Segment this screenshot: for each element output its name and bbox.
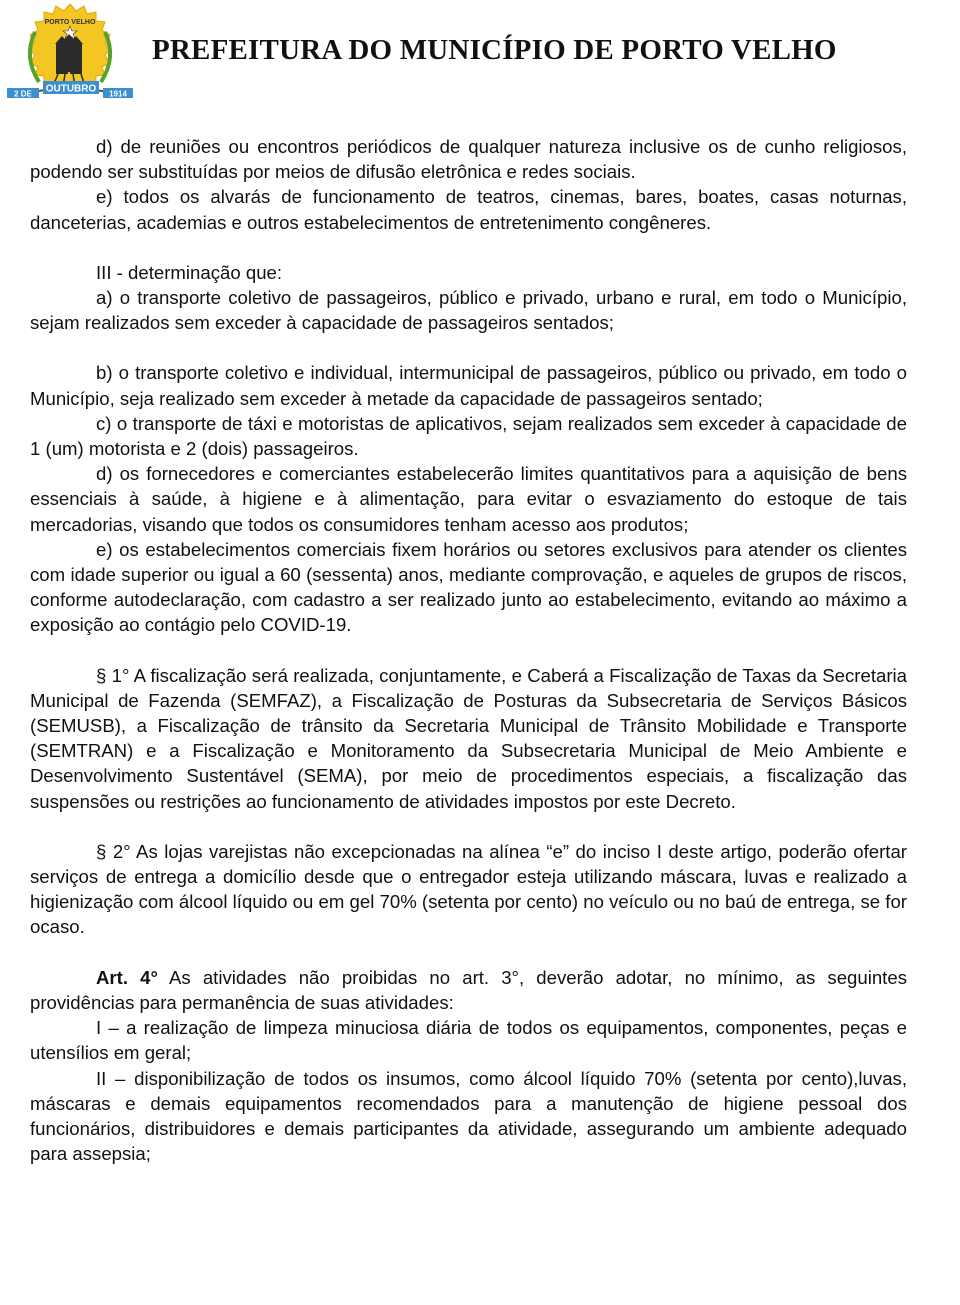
paragraph-item-d-meetings: d) de reuniões ou encontros periódicos de qualquer natureza inclusive os de cunho religiosos, podendo ser substituídas por meios de difusão eletrônica e redes sociais. [30,136,907,183]
article-4-text: As atividades não proibidas no art. 3°, deverão adotar, no mínimo, as seguintes providências para permanência de suas atividades: [30,966,907,1013]
paragraph-item-e-permits: e) todos os alvarás de funcionamento de teatros, cinemas, bares, boates, casas noturnas, danceterias, academias e outros estabelecimentos de entretenimento congêneres. [30,186,907,233]
document-body [30,134,907,1166]
paragraph-section-1: § 1° A fiscalização será realizada, conjuntamente, e Caberá a Fiscalização de Taxas da Secretaria Municipal de Fazenda (SEMFAZ), a Fiscalização de Posturas da Subsecretaria de Serviços Básicos (SEMUSB), a Fiscalização de trânsito da Secretaria Municipal de Trânsito Mobilidade e Transporte (SEMTRAN) e a Fiscalização e Monitoramento da Subsecretaria Municipal de Meio Ambiente e Desenvolvimento Sustentável (SEMA), por meio de procedimentos especiais, a fiscalização das suspensões ou restrições ao funcionamento de atividades impostos por este Decreto. [30,664,907,812]
page-title: PREFEITURA DO MUNICÍPIO DE PORTO VELHO [152,34,837,66]
paragraph-section-iii: III - determinação que: [96,261,283,283]
document-header [0,0,960,120]
spacer [30,335,907,360]
coat-of-arms-logo [5,2,135,114]
svg-text:1914: 1914 [109,89,127,99]
paragraph-item-c-taxi: c) o transporte de táxi e motoristas de aplicativos, sejam realizados sem exceder à capacidade de 1 (um) motorista e 2 (dois) passageiros. [30,412,907,460]
paragraph-item-d-suppliers: d) os fornecedores e comerciantes estabelecerão limites quantitativos para a aquisição de bens essenciais à saúde, à higiene e à alimentação, para evitar o esvaziamento do estoque de tais mercadorias, visando que todos os consumidores tenham acesso aos produtos; [30,463,907,535]
svg-text:OUTUBRO: OUTUBRO [45,83,97,95]
spacer [30,814,907,839]
spacer [30,940,907,965]
paragraph-item-i-cleaning: I – a realização de limpeza minuciosa diária de todos os equipamentos, componentes, peças e utensílios em geral; [30,1017,907,1064]
paragraph-section-2: § 2° As lojas varejistas não excepcionadas na alínea “e” do inciso I deste artigo, poderão ofertar serviços de entrega a domicílio desde que o entregador esteja utilizando máscara, luvas e realizado a higienização com álcool líquido ou em gel 70% (setenta por cento) no veículo ou no baú de entrega, se for ocaso. [30,840,907,938]
paragraph-item-e-elderly: e) os estabelecimentos comerciais fixem horários ou setores exclusivos para atender os clientes com idade superior ou igual a 60 (sessenta) anos, mediante comprovação, e aqueles de grupos de riscos, conforme autodeclaração, com cadastro a ser realizado junto ao estabelecimento, evitando ao máximo a exposição ao contágio pelo COVID-19. [30,538,907,636]
spacer [30,638,907,663]
spacer [30,235,907,260]
svg-text:2 DE: 2 DE [14,89,32,99]
paragraph-item-a-transport: a) o transporte coletivo de passageiros, público e privado, urbano e rural, em todo o Município, sejam realizados sem exceder à capacidade de passageiros sentados; [30,287,907,334]
paragraph-item-ii-supplies: II – disponibilização de todos os insumos, como álcool líquido 70% (setenta por cento),luvas, máscaras e demais equipamentos recomendados para a manutenção de higiene pessoal dos funcionários, distribuidores e demais participantes da atividade, assegurando um ambiente adequado para assepsia; [30,1067,907,1165]
paragraph-article-4 [30,965,907,1015]
svg-text:PORTO VELHO: PORTO VELHO [44,19,96,26]
porto-velho-coat-of-arms-icon [5,2,135,114]
article-4-label: Art. 4° [96,966,158,988]
paragraph-item-b-transport: b) o transporte coletivo e individual, intermunicipal de passageiros, público ou privado, em todo o Município, seja realizado sem exceder à metade da capacidade de passageiros sentado; [30,362,907,409]
